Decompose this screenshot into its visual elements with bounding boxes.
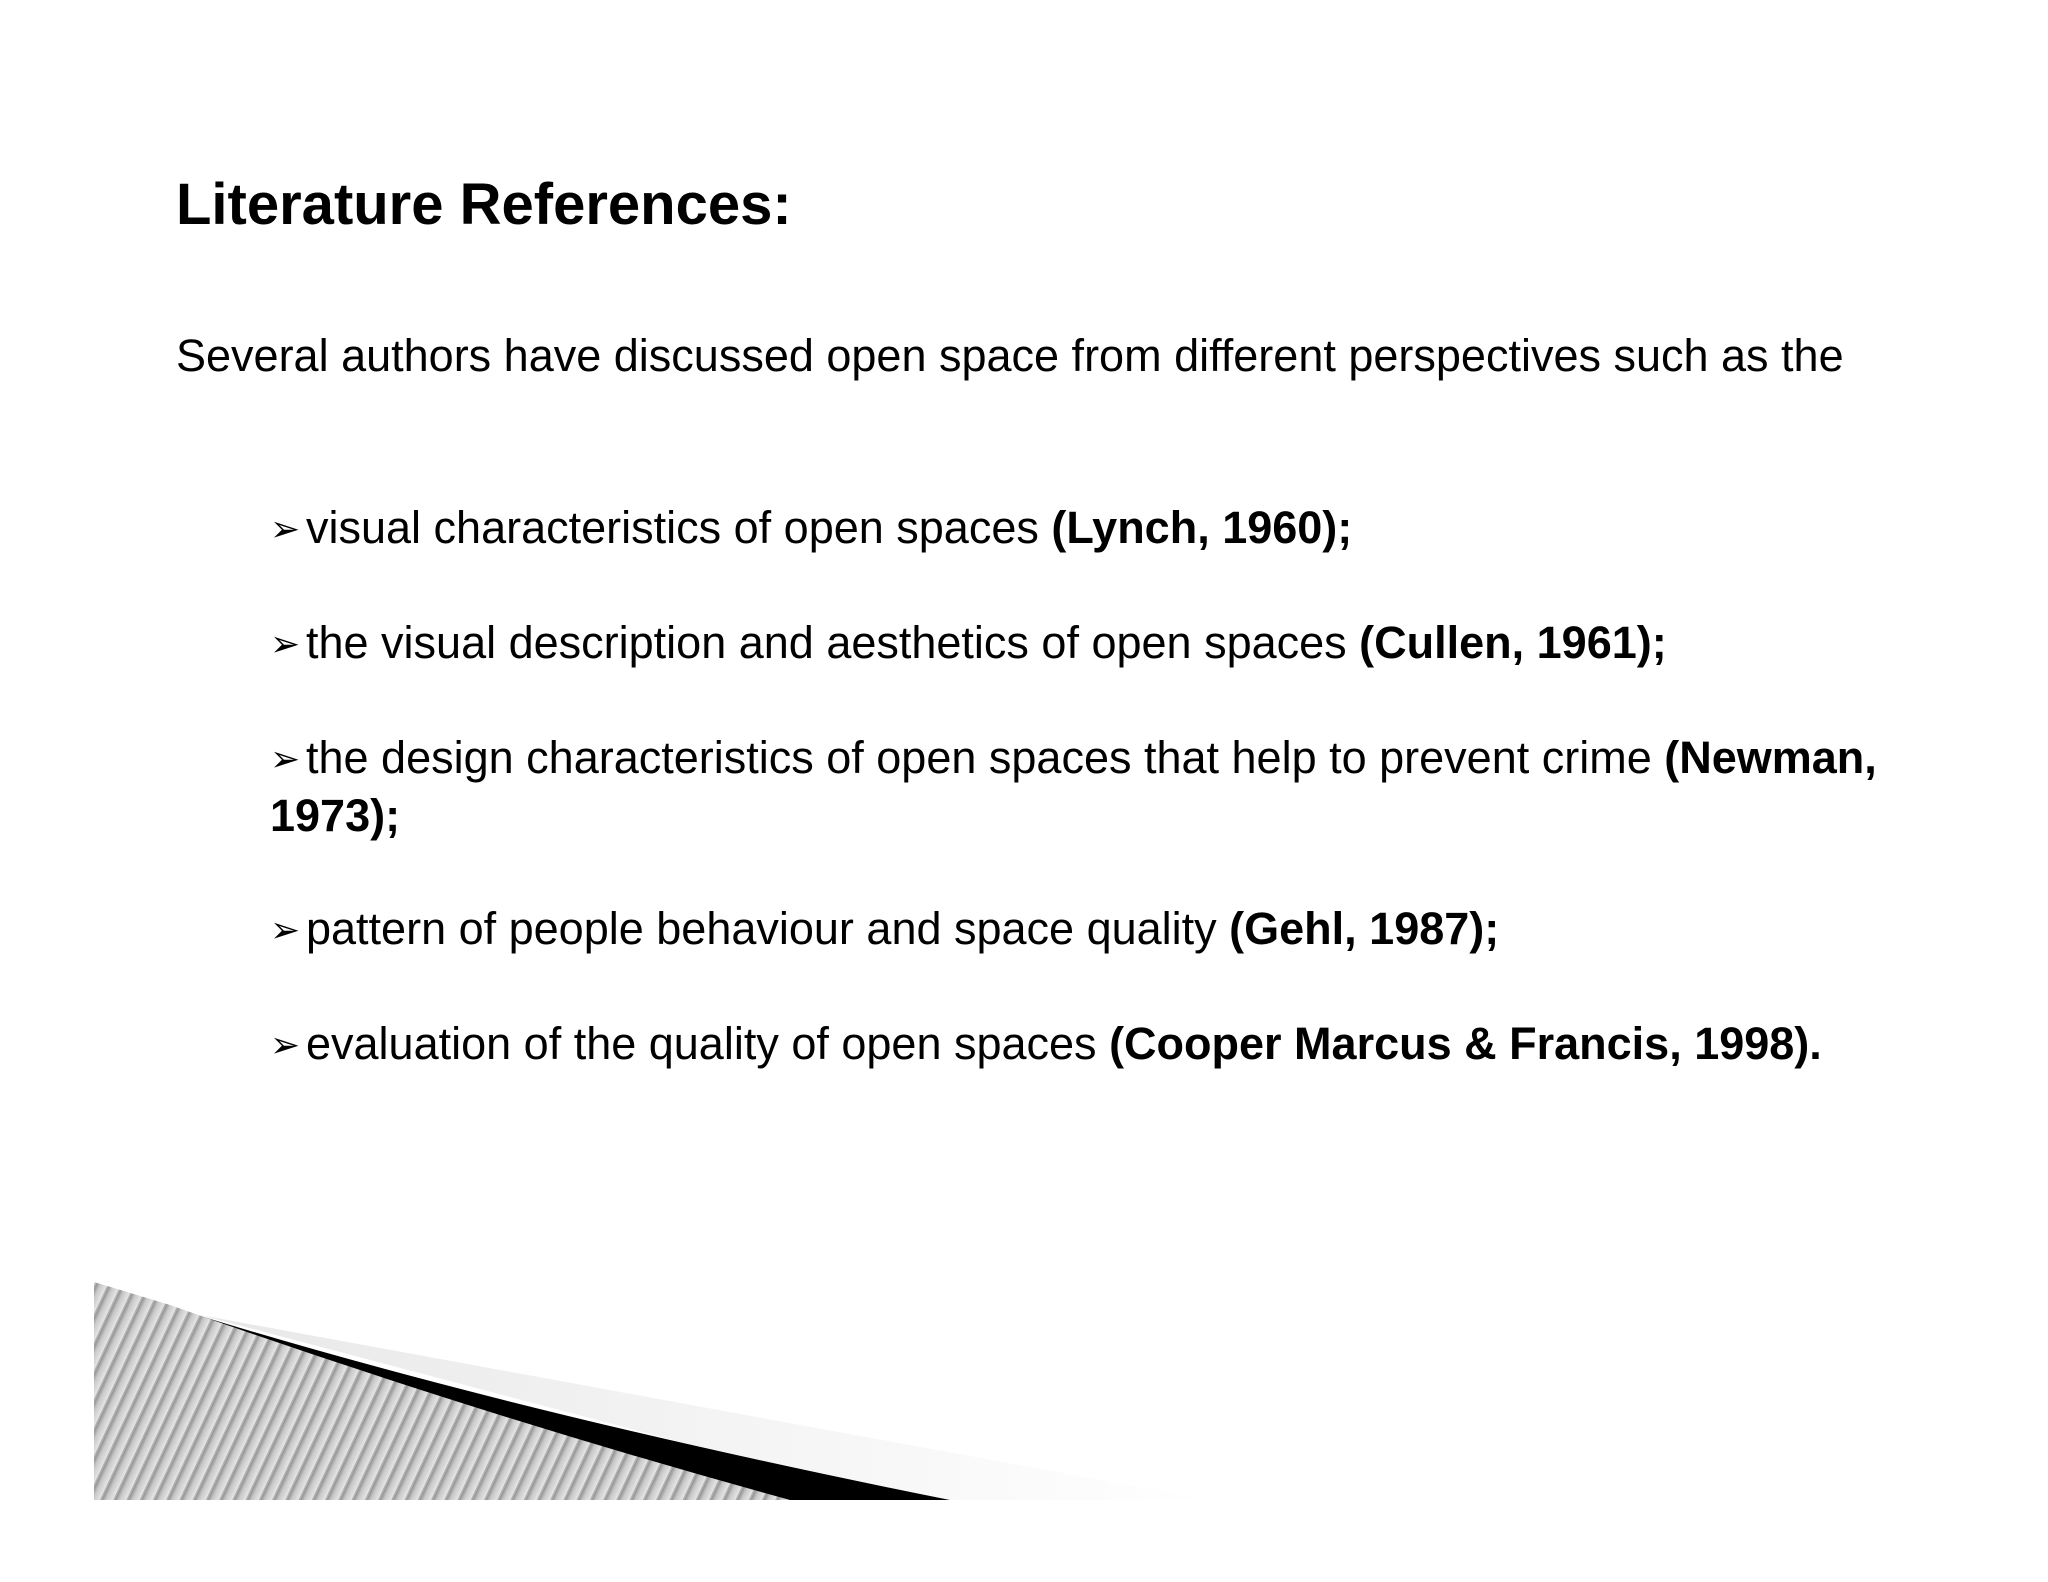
- reference-item-cooper-marcus: [270, 1016, 1950, 1074]
- arrow-bullet-icon: ➢: [270, 624, 301, 665]
- arrow-bullet-icon: ➢: [270, 910, 301, 951]
- reference-text: visual characteristics of open spaces: [306, 502, 1052, 553]
- decorative-swoosh-graphic: [0, 1260, 1300, 1520]
- reference-text: the design characteristics of open spaces that help to prevent crime: [306, 732, 1665, 783]
- arrow-bullet-icon: ➢: [270, 509, 301, 550]
- reference-citation: (Gehl, 1987);: [1229, 903, 1500, 954]
- arrow-bullet-icon: ➢: [270, 739, 301, 780]
- slide-title: Literature References:: [176, 172, 792, 237]
- reference-list: [270, 500, 1950, 1131]
- reference-item-cullen: [270, 615, 1950, 673]
- reference-text: pattern of people behaviour and space quality: [306, 903, 1230, 954]
- reference-text: evaluation of the quality of open spaces: [306, 1018, 1110, 1069]
- reference-citation: (Cooper Marcus & Francis, 1998).: [1109, 1018, 1822, 1069]
- reference-item-lynch: [270, 500, 1950, 558]
- reference-item-gehl: [270, 901, 1950, 959]
- reference-citation: (Cullen, 1961);: [1359, 617, 1667, 668]
- arrow-bullet-icon: ➢: [270, 1025, 301, 1066]
- reference-item-newman: [270, 730, 1950, 844]
- reference-text: the visual description and aesthetics of open spaces: [306, 617, 1360, 668]
- reference-citation: (Lynch, 1960);: [1051, 502, 1353, 553]
- reference-citation: (Newman, 1973);: [270, 732, 1877, 841]
- intro-paragraph: Several authors have discussed open space from different perspectives such as the: [176, 330, 1844, 381]
